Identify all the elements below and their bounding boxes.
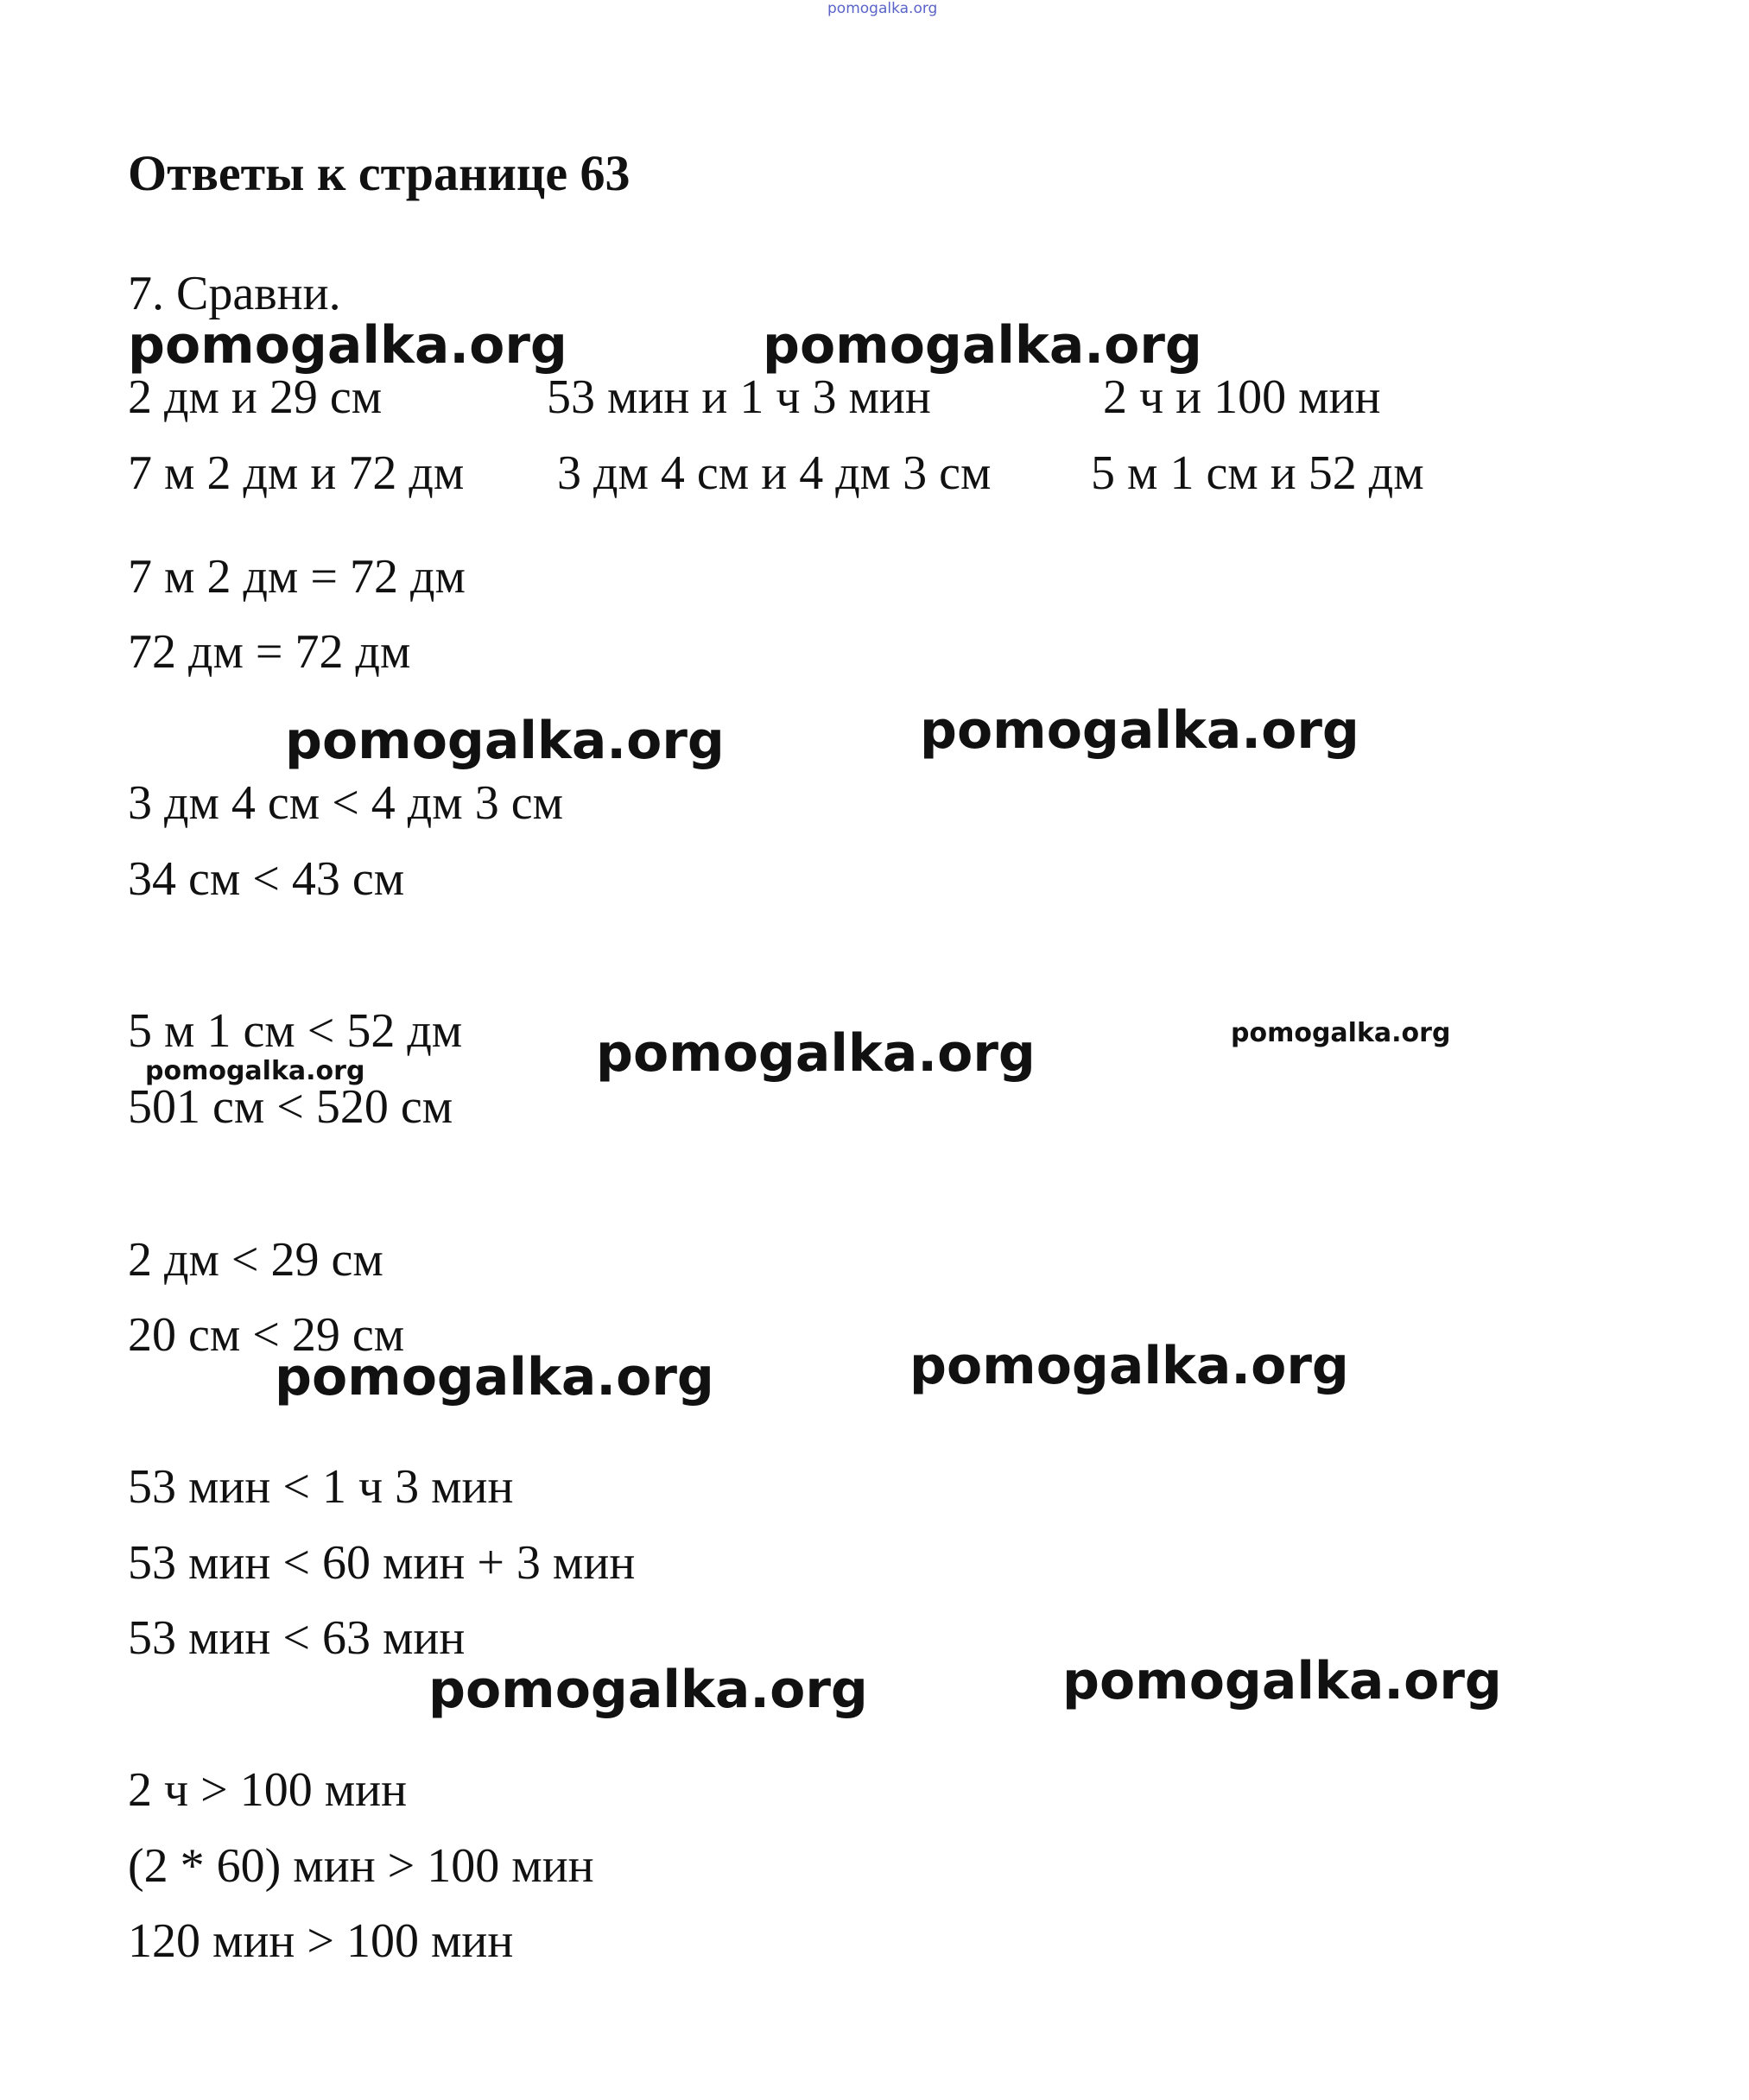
watermark: pomogalka.org <box>285 711 725 771</box>
watermark: pomogalka.org <box>275 1347 714 1407</box>
page-title: Ответы к странице 63 <box>128 145 631 201</box>
solution-line: 34 см < 43 см <box>128 852 405 906</box>
watermark: pomogalka.org <box>128 315 567 376</box>
solution-line: 3 дм 4 см < 4 дм 3 см <box>128 776 564 830</box>
solution-line: 2 дм < 29 см <box>128 1233 383 1287</box>
solution-line: 2 ч > 100 мин <box>128 1763 408 1817</box>
task-item: 2 дм и 29 см <box>128 370 383 424</box>
task-item: 5 м 1 см и 52 дм <box>1091 446 1424 500</box>
watermark: pomogalka.org <box>1231 1018 1451 1048</box>
solution-line: 20 см < 29 см <box>128 1308 405 1362</box>
watermark: pomogalka.org <box>1062 1651 1502 1711</box>
solution-line: 72 дм = 72 дм <box>128 625 411 679</box>
watermark: pomogalka.org <box>920 700 1359 761</box>
task-item: 53 мин и 1 ч 3 мин <box>547 370 931 424</box>
solution-line: 53 мин < 63 мин <box>128 1611 466 1665</box>
task-item: 7 м 2 дм и 72 дм <box>128 446 465 500</box>
solution-line: 53 мин < 1 ч 3 мин <box>128 1460 514 1514</box>
solution-line: 501 см < 520 см <box>128 1080 453 1134</box>
watermark: pomogalka.org <box>428 1660 868 1720</box>
solution-line: 5 м 1 см < 52 дм <box>128 1004 463 1058</box>
solution-line: 53 мин < 60 мин + 3 мин <box>128 1536 636 1590</box>
watermark: pomogalka.org <box>596 1023 1036 1084</box>
task-item: 3 дм 4 см и 4 дм 3 см <box>557 446 992 500</box>
task-label: 7. Сравни. <box>128 267 341 320</box>
header-watermark: pomogalka.org <box>827 0 938 17</box>
watermark: pomogalka.org <box>145 1056 365 1086</box>
solution-line: (2 * 60) мин > 100 мин <box>128 1839 594 1893</box>
task-item: 2 ч и 100 мин <box>1103 370 1381 424</box>
solution-line: 7 м 2 дм = 72 дм <box>128 550 466 604</box>
solution-line: 120 мин > 100 мин <box>128 1914 514 1968</box>
watermark: pomogalka.org <box>909 1336 1349 1396</box>
watermark: pomogalka.org <box>763 315 1202 376</box>
